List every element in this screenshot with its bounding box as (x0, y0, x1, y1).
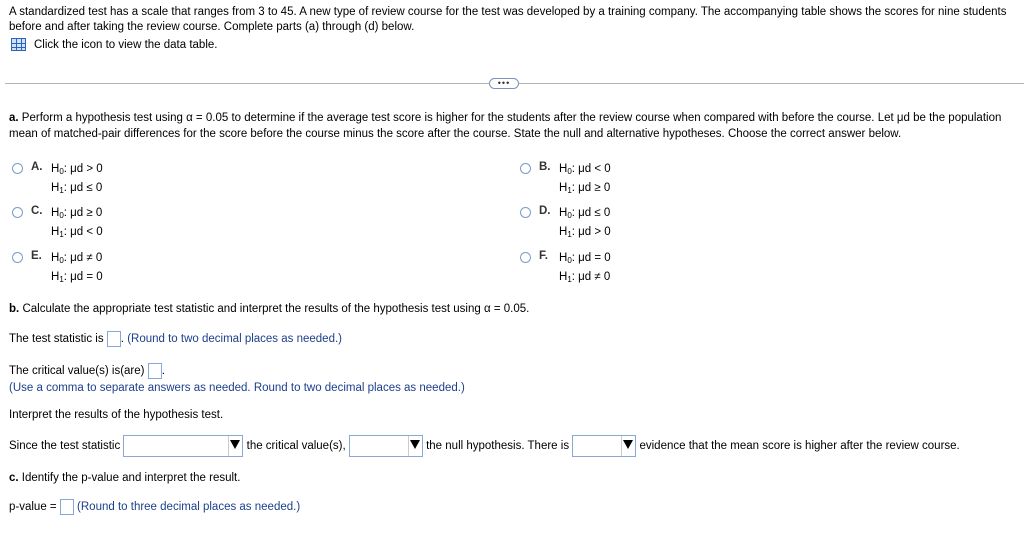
data-table-icon[interactable] (11, 38, 26, 51)
radio-button[interactable] (520, 207, 531, 218)
option-f[interactable] (520, 250, 611, 288)
pvalue-label: p-value = (9, 501, 57, 514)
critical-values-text: the critical value(s), (246, 440, 346, 453)
part-b-text: Calculate the appropriate test statistic and interpret the results of the hypothesis test using α = 0.05. (22, 303, 530, 315)
h0-text: μd ≥ 0 (70, 207, 103, 219)
part-a-text-3: be the population mean of matched-pair differences for the score before the course minus the score after the course. State the null and alternative hypotheses. Choose the correct answer below. (9, 112, 1002, 140)
part-c-text: Identify the p-value and interpret the result. (21, 472, 241, 484)
comparison-dropdown[interactable] (123, 435, 243, 457)
test-statistic-input[interactable] (107, 331, 121, 347)
radio-button[interactable] (12, 252, 23, 263)
option-hypotheses: $H_0$: μd = 0 $H_1$: μd ≠ 0 (559, 252, 611, 284)
h0-text: μd ≤ 0 (578, 207, 611, 219)
h0-text: μd = 0 (578, 252, 611, 264)
more-button[interactable]: ••• (489, 78, 519, 89)
part-a-label: a. (9, 112, 19, 124)
test-statistic-label: The test statistic is (9, 333, 104, 346)
part-a-text-1: Perform a hypothesis test using (21, 112, 183, 124)
test-statistic-row: The test statistic is . (Round to two decimal places as needed.) (9, 331, 342, 347)
radio-button[interactable] (12, 207, 23, 218)
h1-text: μd > 0 (578, 226, 611, 238)
critical-value-row: The critical value(s) is(are) . (9, 363, 165, 379)
option-e[interactable] (12, 250, 103, 288)
part-b-question (9, 303, 529, 315)
null-hypothesis-text: the null hypothesis. There is (426, 440, 570, 453)
h1-text: μd ≤ 0 (70, 182, 103, 194)
pvalue-hint: (Round to three decimal places as needed.) (77, 501, 301, 514)
h0-text: μd < 0 (578, 163, 611, 175)
radio-button[interactable] (520, 163, 531, 174)
part-a-text-2: to determine if the average test score is higher for the students after the review course when compared with before the course. Let (231, 112, 894, 124)
radio-button[interactable] (520, 252, 531, 263)
option-hypotheses: $H_0$: μd ≠ 0 $H_1$: μd = 0 (51, 252, 103, 284)
part-a-alpha: α = 0.05 (186, 112, 229, 124)
h0-text: μd ≠ 0 (70, 252, 103, 264)
chevron-down-icon[interactable] (623, 440, 633, 449)
chevron-down-icon[interactable] (410, 440, 420, 449)
h1-text: μd ≥ 0 (578, 182, 611, 194)
interpretation-row (9, 435, 960, 457)
h1-text: μd ≠ 0 (578, 271, 611, 283)
option-letter: D. (539, 205, 551, 217)
interpret-label: Interpret the results of the hypothesis test. (9, 409, 224, 421)
option-b[interactable] (520, 161, 611, 199)
pvalue-row (9, 499, 300, 515)
evidence-text: evidence that the mean score is higher after the review course. (639, 440, 960, 453)
option-a[interactable] (12, 161, 103, 199)
option-letter: A. (31, 161, 43, 173)
option-hypotheses: $H_0$: μd ≥ 0 $H_1$: μd < 0 (51, 207, 103, 239)
option-hypotheses: $H_0$: μd ≤ 0 $H_1$: μd > 0 (559, 207, 611, 239)
critical-value-hint: (Use a comma to separate answers as needed. Round to two decimal places as needed.) (9, 382, 465, 394)
option-d[interactable] (520, 205, 611, 243)
data-table-link-label: Click the icon to view the data table. (34, 38, 218, 51)
test-statistic-hint: (Round to two decimal places as needed.) (127, 333, 342, 346)
chevron-down-icon[interactable] (230, 440, 240, 449)
h1-text: μd = 0 (70, 271, 103, 283)
option-c[interactable] (12, 205, 103, 243)
part-c-question (9, 472, 240, 484)
part-c-label: c. (9, 472, 19, 484)
part-b-label: b. (9, 303, 20, 315)
option-letter: B. (539, 161, 551, 173)
pvalue-input[interactable] (60, 499, 74, 515)
problem-intro: A standardized test has a scale that ranges from 3 to 45. A new type of review course for the test was developed by a training company. The accompanying table shows the scores for nine students before and after taking the review course. Complete parts (a) through (d) below. (9, 6, 1007, 33)
critical-value-label: The critical value(s) is(are) (9, 365, 145, 378)
critical-value-input[interactable] (148, 363, 162, 379)
option-hypotheses: $H_0$: μd < 0 $H_1$: μd ≥ 0 (559, 163, 611, 195)
data-table-link[interactable] (11, 38, 217, 51)
h0-text: μd > 0 (70, 163, 103, 175)
part-a-question (9, 110, 1014, 142)
radio-button[interactable] (12, 163, 23, 174)
option-letter: E. (31, 250, 42, 262)
since-text: Since the test statistic (9, 440, 121, 453)
h1-text: μd < 0 (70, 226, 103, 238)
option-hypotheses: $H_0$: μd > 0 $H_1$: μd ≤ 0 (51, 163, 103, 195)
part-a-mu-d: μd (896, 112, 910, 124)
decision-dropdown[interactable] (349, 435, 423, 457)
evidence-dropdown[interactable] (572, 435, 636, 457)
option-letter: C. (31, 205, 43, 217)
option-letter: F. (539, 250, 548, 262)
